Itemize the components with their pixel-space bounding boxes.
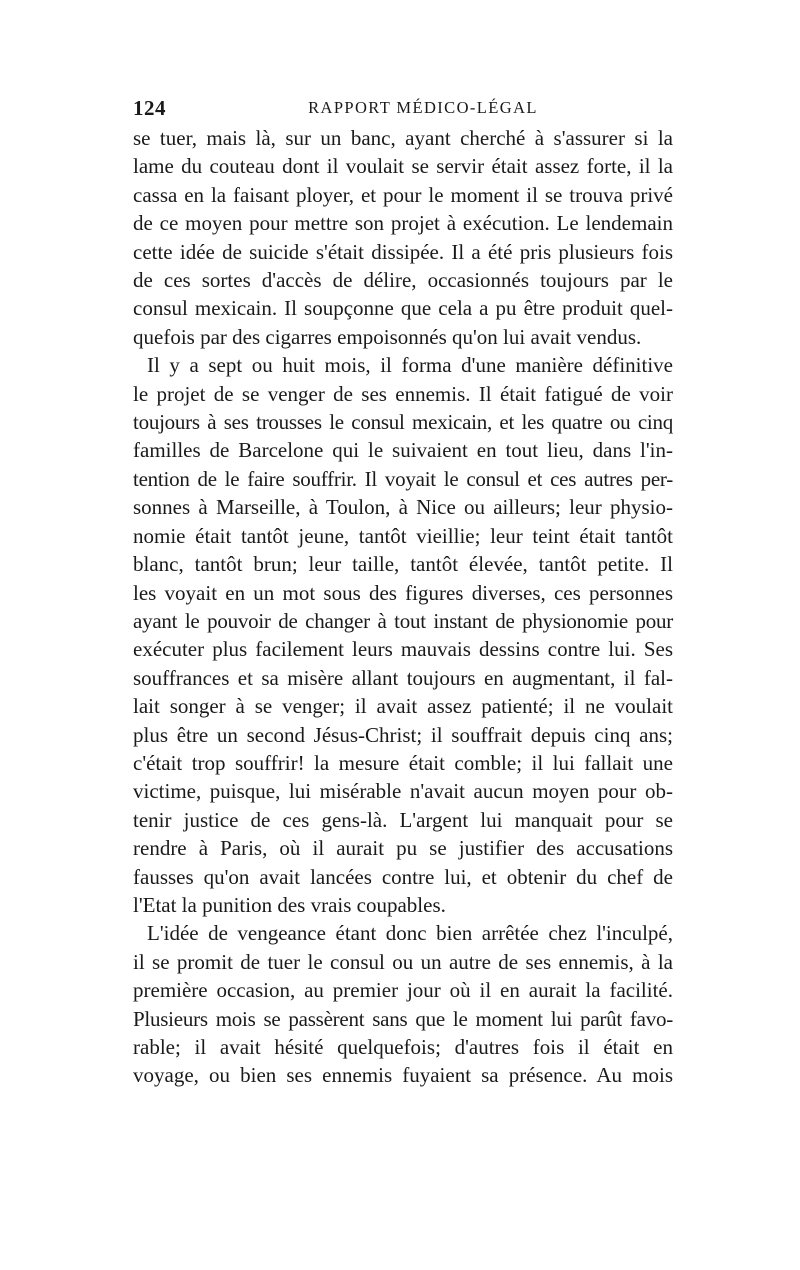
- body-text: [133, 124, 673, 1090]
- text-line: exécuter plus facilement leurs mauvais dessins contre lui. Ses: [133, 637, 673, 662]
- text-line: Il y a sept ou huit mois, il forma d'une manière définitive: [147, 353, 673, 378]
- text-line: victime, puisque, lui misérable n'avait aucun moyen pour ob-: [133, 779, 673, 804]
- text-line: blanc, tantôt brun; leur taille, tantôt élevée, tantôt petite. Il: [133, 552, 673, 577]
- text-line: Plusieurs mois se passèrent sans que le moment lui parût favo-: [133, 1006, 673, 1031]
- text-line: lame du couteau dont il voulait se servir était assez forte, il la: [133, 154, 673, 179]
- text-line: de ces sortes d'accès de délire, occasionnés toujours par le: [133, 268, 673, 293]
- text-line: voyage, ou bien ses ennemis fuyaient sa présence. Au mois: [133, 1063, 673, 1088]
- text-line: lait songer à se venger; il avait assez patienté; il ne voulait: [133, 694, 673, 719]
- text-line: consul mexicain. Il soupçonne que cela a pu être produit quel-: [133, 296, 673, 321]
- text-line: première occasion, au premier jour où il en aurait la facilité.: [133, 978, 673, 1003]
- text-line: quefois par des cigarres empoisonnés qu'on lui avait vendus.: [133, 324, 642, 349]
- text-line: cassa en la faisant ployer, et pour le moment il se trouva privé: [133, 182, 673, 207]
- text-line: ayant le pouvoir de changer à tout instant de physionomie pour: [133, 608, 673, 633]
- text-line: de ce moyen pour mettre son projet à exécution. Le lendemain: [133, 211, 673, 236]
- text-line: c'était trop souffrir! la mesure était comble; il lui fallait une: [133, 750, 673, 775]
- text-line: le projet de se venger de ses ennemis. Il était fatigué de voir: [133, 381, 673, 406]
- text-line: L'idée de vengeance étant donc bien arrêtée chez l'inculpé,: [147, 921, 673, 946]
- running-title: RAPPORT MÉDICO-LÉGAL: [308, 98, 538, 117]
- page-number: 124: [133, 96, 166, 120]
- text-line: cette idée de suicide s'était dissipée. Il a été pris plusieurs fois: [133, 239, 673, 264]
- text-line: il se promit de tuer le consul ou un autre de ses ennemis, à la: [133, 949, 673, 974]
- page-header: [133, 96, 673, 120]
- text-line: sonnes à Marseille, à Toulon, à Nice ou ailleurs; leur physio-: [133, 495, 673, 520]
- text-line: souffrances et sa misère allant toujours en augmentant, il fal-: [133, 665, 673, 690]
- text-line: nomie était tantôt jeune, tantôt vieillie; leur teint était tantôt: [133, 523, 673, 548]
- text-line: tenir justice de ces gens-là. L'argent lui manquait pour se: [133, 807, 673, 832]
- text-line: rable; il avait hésité quelquefois; d'autres fois il était en: [133, 1035, 673, 1059]
- text-line: l'Etat la punition des vrais coupables.: [133, 892, 446, 917]
- text-line: tention de le faire souffrir. Il voyait le consul et ces autres per-: [133, 466, 673, 491]
- text-line: se tuer, mais là, sur un banc, ayant cherché à s'assurer si la: [133, 126, 673, 150]
- text-line: plus être un second Jésus-Christ; il souffrait depuis cinq ans;: [133, 722, 673, 747]
- text-line: toujours à ses trousses le consul mexicain, et les quatre ou cinq: [133, 410, 673, 435]
- text-line: les voyait en un mot sous des figures diverses, ces personnes: [133, 580, 673, 605]
- text-line: fausses qu'on avait lancées contre lui, et obtenir du chef de: [133, 864, 673, 889]
- text-line: rendre à Paris, où il aurait pu se justifier des accusations: [133, 836, 673, 861]
- text-line: familles de Barcelone qui le suivaient en tout lieu, dans l'in-: [133, 438, 673, 463]
